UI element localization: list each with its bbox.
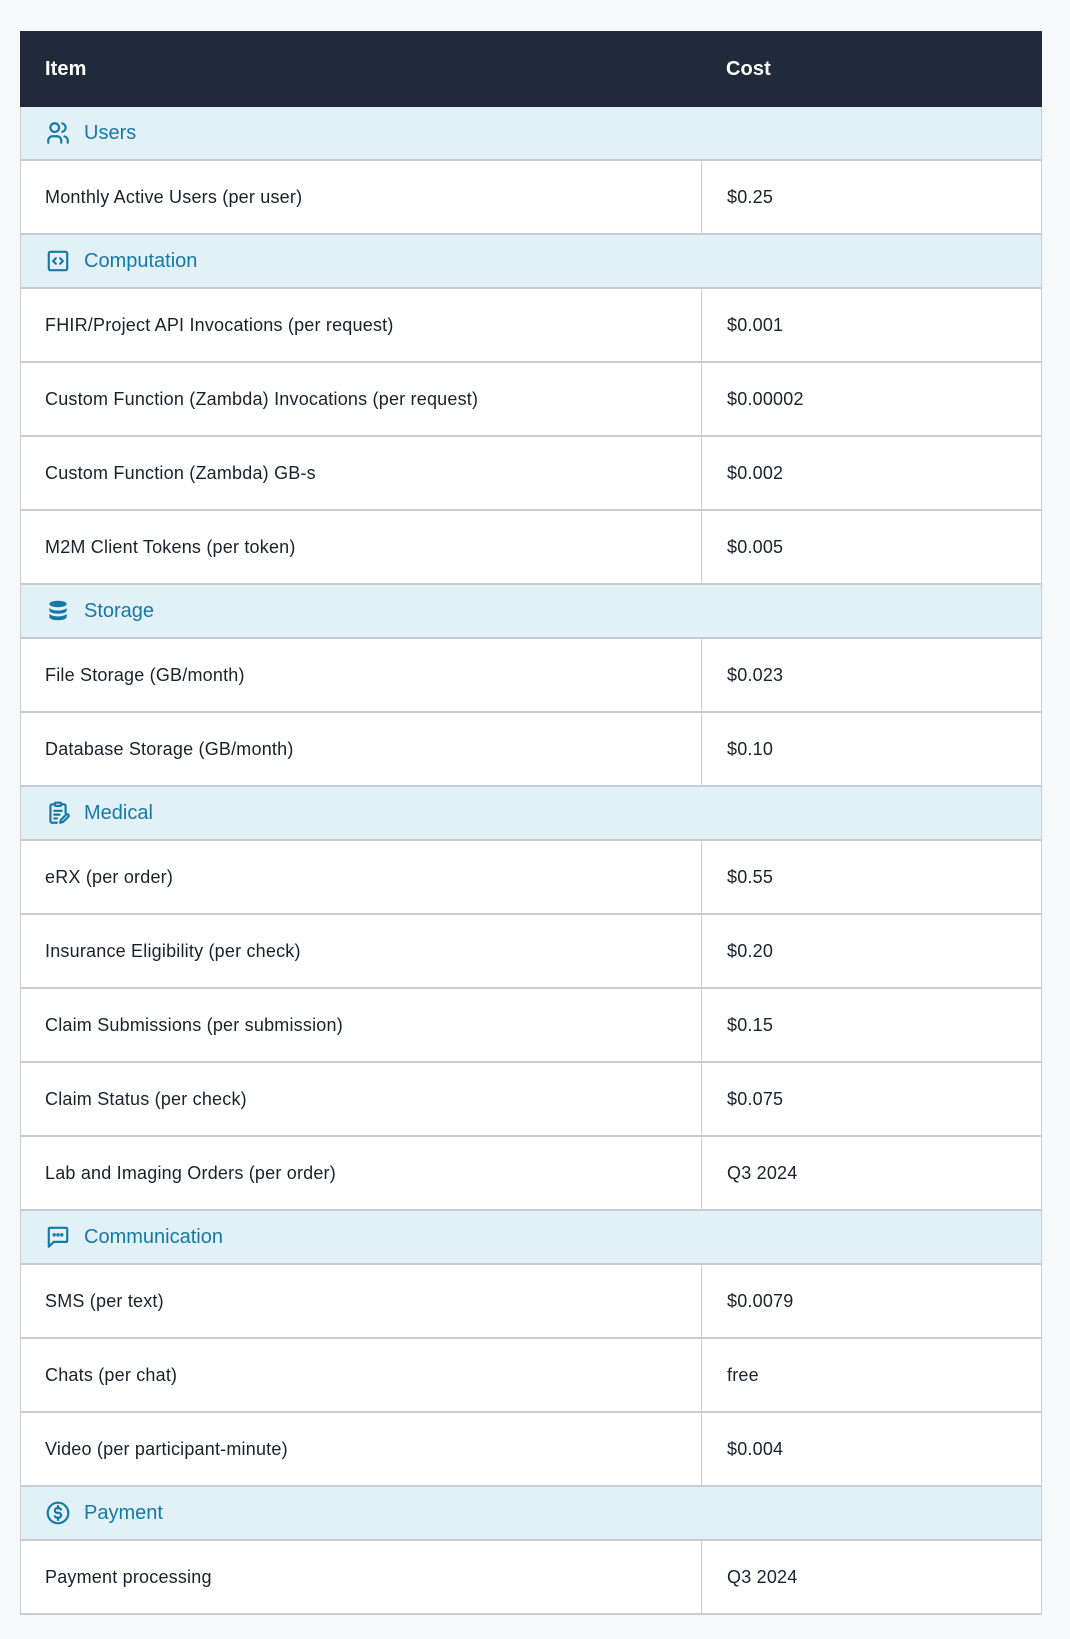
- table-header-row: [21, 32, 1042, 107]
- item-cell: eRX (per order): [21, 840, 702, 914]
- category-label: Payment: [84, 1501, 163, 1524]
- pricing-table: [20, 31, 1042, 1615]
- item-cell: Lab and Imaging Orders (per order): [21, 1136, 702, 1210]
- table-row: [21, 510, 1042, 584]
- table-row: [21, 712, 1042, 786]
- item-cell: Monthly Active Users (per user): [21, 160, 702, 234]
- item-cell: File Storage (GB/month): [21, 638, 702, 712]
- cost-cell: $0.00002: [702, 362, 1042, 436]
- item-cell: Chats (per chat): [21, 1338, 702, 1412]
- cost-cell: free: [702, 1338, 1042, 1412]
- dollar-circle-icon: [45, 1500, 71, 1526]
- cost-cell: Q3 2024: [702, 1136, 1042, 1210]
- item-cell: M2M Client Tokens (per token): [21, 510, 702, 584]
- cost-cell: $0.004: [702, 1412, 1042, 1486]
- item-cell: Insurance Eligibility (per check): [21, 914, 702, 988]
- cost-cell: $0.075: [702, 1062, 1042, 1136]
- category-row-payment: [21, 1486, 1042, 1540]
- category-row-storage: [21, 584, 1042, 638]
- cost-cell: $0.002: [702, 436, 1042, 510]
- table-row: [21, 988, 1042, 1062]
- cost-cell: $0.55: [702, 840, 1042, 914]
- item-cell: Custom Function (Zambda) GB-s: [21, 436, 702, 510]
- table-row: [21, 436, 1042, 510]
- item-cell: Database Storage (GB/month): [21, 712, 702, 786]
- category-row-users: [21, 107, 1042, 161]
- column-header-item: Item: [21, 32, 702, 107]
- category-row-communication: [21, 1210, 1042, 1264]
- item-cell: Payment processing: [21, 1540, 702, 1614]
- item-cell: Claim Submissions (per submission): [21, 988, 702, 1062]
- cost-cell: $0.0079: [702, 1264, 1042, 1338]
- table-row: [21, 1540, 1042, 1614]
- table-row: [21, 1338, 1042, 1412]
- item-cell: FHIR/Project API Invocations (per request): [21, 288, 702, 362]
- table-row: [21, 362, 1042, 436]
- cost-cell: $0.25: [702, 160, 1042, 234]
- table-row: [21, 160, 1042, 234]
- column-header-cost: Cost: [702, 32, 1042, 107]
- cost-cell: $0.001: [702, 288, 1042, 362]
- code-icon: [45, 248, 71, 274]
- database-icon: [45, 598, 71, 624]
- category-label: Computation: [84, 249, 198, 272]
- users-icon: [45, 120, 71, 146]
- cost-cell: $0.20: [702, 914, 1042, 988]
- item-cell: Custom Function (Zambda) Invocations (per request): [21, 362, 702, 436]
- item-cell: Claim Status (per check): [21, 1062, 702, 1136]
- table-row: [21, 288, 1042, 362]
- category-row-computation: [21, 234, 1042, 288]
- cost-cell: $0.10: [702, 712, 1042, 786]
- category-label: Users: [84, 121, 137, 144]
- category-row-medical: [21, 786, 1042, 840]
- table-row: [21, 1412, 1042, 1486]
- item-cell: SMS (per text): [21, 1264, 702, 1338]
- table-row: [21, 1062, 1042, 1136]
- category-label: Storage: [84, 599, 155, 622]
- table-row: [21, 1264, 1042, 1338]
- chat-bubble-icon: [45, 1224, 71, 1250]
- cost-cell: $0.023: [702, 638, 1042, 712]
- cost-cell: $0.15: [702, 988, 1042, 1062]
- table-row: [21, 638, 1042, 712]
- table-row: [21, 1136, 1042, 1210]
- cost-cell: Q3 2024: [702, 1540, 1042, 1614]
- clipboard-edit-icon: [45, 800, 71, 826]
- category-label: Medical: [84, 801, 153, 824]
- table-row: [21, 914, 1042, 988]
- cost-cell: $0.005: [702, 510, 1042, 584]
- item-cell: Video (per participant-minute): [21, 1412, 702, 1486]
- category-label: Communication: [84, 1225, 223, 1248]
- table-row: [21, 840, 1042, 914]
